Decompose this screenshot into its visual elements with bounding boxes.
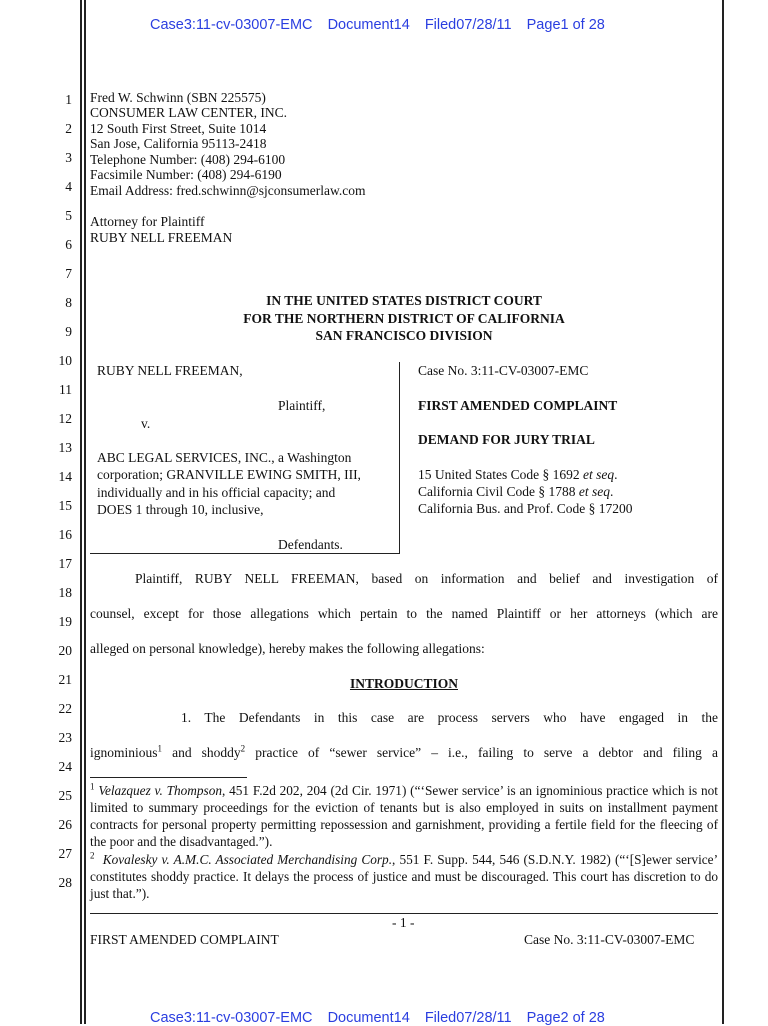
stamp-filed: Filed07/28/11 xyxy=(424,1010,512,1026)
line-number: 20 xyxy=(58,643,72,658)
caption-bottom-rule xyxy=(90,553,400,554)
plaintiff-label: Plaintiff, xyxy=(278,398,326,413)
line-number: 19 xyxy=(58,614,72,629)
opening-paragraph-line: counsel, except for those allegations which pertain to the named Plaintiff or her attorneys (which are xyxy=(90,606,718,621)
defendants-line: ABC LEGAL SERVICES, INC., a Washington xyxy=(97,450,352,465)
left-margin-rule-outer xyxy=(80,0,82,1024)
footer-case-number: Case No. 3:11-CV-03007-EMC xyxy=(524,932,695,947)
attorney-email: Email Address: fred.schwinn@sjconsumerlaw.com xyxy=(90,183,366,198)
line-number: 3 xyxy=(65,150,72,165)
opening-paragraph-line: alleged on personal knowledge), hereby makes the following allegations: xyxy=(90,641,485,656)
footnote-ref: 2 xyxy=(240,745,246,754)
statute-ucl: California Bus. and Prof. Code § 17200 xyxy=(418,501,633,516)
right-margin-rule xyxy=(722,0,724,1024)
line-number: 5 xyxy=(65,208,72,223)
line-number: 15 xyxy=(58,498,72,513)
line-number: 1 xyxy=(65,92,72,107)
footnote-ref: 1 xyxy=(157,745,163,754)
case-number: Case No. 3:11-CV-03007-EMC xyxy=(418,363,589,378)
stamp-document: Document14 xyxy=(327,17,410,33)
attorney-city: San Jose, California 95113-2418 xyxy=(90,136,267,151)
line-number: 21 xyxy=(58,672,72,687)
court-name-line3: SAN FRANCISCO DIVISION xyxy=(315,328,493,343)
stamp-filed: Filed07/28/11 xyxy=(424,17,512,33)
line-number: 8 xyxy=(65,295,72,310)
line-number: 22 xyxy=(58,701,72,716)
line-number: 28 xyxy=(58,875,72,890)
line-number: 18 xyxy=(58,585,72,600)
defendants-label: Defendants. xyxy=(278,537,343,552)
line-number: 9 xyxy=(65,324,72,339)
line-number: 17 xyxy=(58,556,72,571)
line-number: 26 xyxy=(58,817,72,832)
line-number: 4 xyxy=(65,179,72,194)
defendants-line: corporation; GRANVILLE EWING SMITH, III, xyxy=(97,467,361,482)
paragraph-1-line: 1. The Defendants in this case are process servers who have engaged in the xyxy=(181,710,718,725)
statute-fdcpa: 15 United States Code § 1692 et seq. xyxy=(418,467,618,482)
caption-vertical-rule xyxy=(399,362,400,554)
line-number: 10 xyxy=(58,353,72,368)
attorney-phone: Telephone Number: (408) 294-6100 xyxy=(90,152,286,167)
line-number: 16 xyxy=(58,527,72,542)
stamp-page: Page1 of 28 xyxy=(526,17,605,33)
court-name-line2: FOR THE NORTHERN DISTRICT OF CALIFORNIA xyxy=(243,311,565,326)
attorney-street: 12 South First Street, Suite 1014 xyxy=(90,121,267,136)
line-number: 24 xyxy=(58,759,72,774)
statute-rosenthal: California Civil Code § 1788 et seq. xyxy=(418,484,614,499)
opening-paragraph-line: Plaintiff, RUBY NELL FREEMAN, based on information and belief and investigation of xyxy=(135,571,718,586)
stamp-document: Document14 xyxy=(327,1010,410,1026)
filing-stamp-top xyxy=(150,17,616,33)
left-margin-rule-inner xyxy=(84,0,86,1024)
stamp-case: Case3:11-cv-03007-EMC xyxy=(150,1010,313,1026)
footnote-separator xyxy=(90,777,247,778)
line-number: 12 xyxy=(58,411,72,426)
paragraph-1-line: ignominious$^1$ and shoddy$^2$ practice of “sewer service” – i.e., failing to serve a debtor and filing a xyxy=(90,745,718,760)
court-name-line1: IN THE UNITED STATES DISTRICT COURT xyxy=(266,293,542,308)
line-number: 11 xyxy=(59,382,72,397)
line-number: 23 xyxy=(58,730,72,745)
line-number: 2 xyxy=(65,121,72,136)
defendants-line: individually and in his official capacity; and xyxy=(97,485,336,500)
attorney-role: Attorney for Plaintiff xyxy=(90,214,205,229)
page-number: - 1 - xyxy=(392,915,415,930)
attorney-client: RUBY NELL FREEMAN xyxy=(90,230,233,245)
footnote-1: $^1$ Velazquez v. Thompson, 451 F.2d 202, 204 (2d Cir. 1971) (“‘Sewer service’ is an ignominious practice which is not limited to summary proceedings for the eviction of tenants but is also employed in suits on installment payment contracts for personal property permitting repossession and garnishment, providing a fertile field for the fleecing of the poor and the disadvantaged.”). xyxy=(90,781,719,849)
footer-rule xyxy=(90,913,718,914)
stamp-page: Page2 of 28 xyxy=(526,1010,605,1026)
document-title: FIRST AMENDED COMPLAINT xyxy=(418,398,618,413)
line-number: 27 xyxy=(58,846,72,861)
stamp-case: Case3:11-cv-03007-EMC xyxy=(150,17,313,33)
attorney-name: Fred W. Schwinn (SBN 225575) xyxy=(90,90,266,105)
line-number: 13 xyxy=(58,440,72,455)
line-number: 6 xyxy=(65,237,72,252)
plaintiff-name: RUBY NELL FREEMAN, xyxy=(97,363,243,378)
footnote-2: $^2$ Kovalesky v. A.M.C. Associated Merchandising Corp., 551 F. Supp. 544, 546 (S.D.N.Y. 1982) (“‘[S]ewer service’ constitutes shoddy practice. It delays the process of justice and must be discouraged. This court has discretion to do just that.”). xyxy=(90,850,718,901)
section-heading-introduction: INTRODUCTION xyxy=(349,676,458,691)
line-number: 7 xyxy=(65,266,72,281)
attorney-fax: Facsimile Number: (408) 294-6190 xyxy=(90,167,282,182)
versus: v. xyxy=(141,416,151,431)
footer-title: FIRST AMENDED COMPLAINT xyxy=(90,932,279,947)
line-number: 25 xyxy=(58,788,72,803)
line-number: 14 xyxy=(58,469,72,484)
jury-demand: DEMAND FOR JURY TRIAL xyxy=(418,432,595,447)
attorney-firm: CONSUMER LAW CENTER, INC. xyxy=(90,105,288,120)
defendants-line: DOES 1 through 10, inclusive, xyxy=(97,502,264,517)
